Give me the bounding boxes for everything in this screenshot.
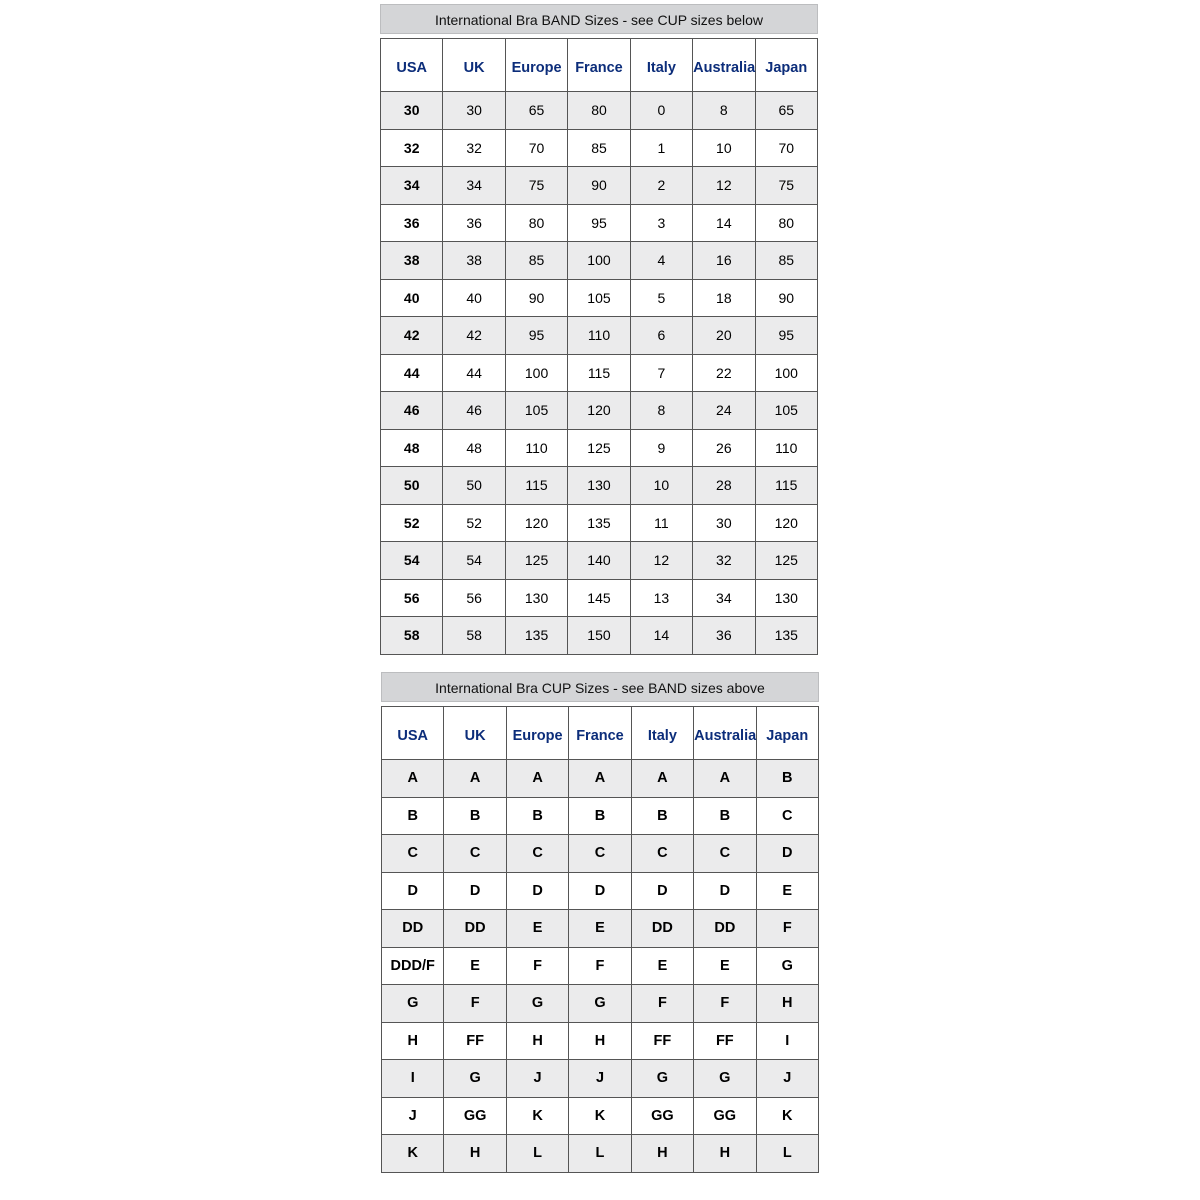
cup-cell-usa: D: [382, 872, 444, 910]
band-cell-uk: 34: [443, 167, 505, 205]
band-cell-japan: 95: [755, 317, 817, 355]
cup-cell-france: E: [569, 910, 631, 948]
band-cell-uk: 38: [443, 242, 505, 280]
band-cell-europe: 70: [505, 129, 567, 167]
band-cell-italy: 2: [630, 167, 692, 205]
band-cell-usa: 44: [381, 354, 443, 392]
cup-cell-japan: L: [756, 1135, 818, 1173]
band-cell-france: 100: [568, 242, 630, 280]
cup-cell-italy: B: [631, 797, 693, 835]
cup-cell-france: A: [569, 760, 631, 798]
cup-cell-uk: H: [444, 1135, 506, 1173]
cup-cell-australia: E: [694, 947, 756, 985]
cup-cell-usa: K: [382, 1135, 444, 1173]
band-cell-usa: 42: [381, 317, 443, 355]
band-cell-italy: 5: [630, 279, 692, 317]
cup-cell-france: B: [569, 797, 631, 835]
band-cell-uk: 48: [443, 429, 505, 467]
band-table-row: [381, 542, 818, 580]
cup-cell-europe: C: [506, 835, 568, 873]
cup-size-table: [381, 706, 819, 1173]
band-cell-europe: 125: [505, 542, 567, 580]
cup-cell-australia: GG: [694, 1097, 756, 1135]
band-header-row: [381, 39, 818, 92]
cup-cell-uk: GG: [444, 1097, 506, 1135]
band-table-row: [381, 167, 818, 205]
band-cell-usa: 46: [381, 392, 443, 430]
band-cell-japan: 120: [755, 504, 817, 542]
cup-cell-usa: B: [382, 797, 444, 835]
band-cell-australia: 18: [693, 279, 755, 317]
cup-cell-france: G: [569, 985, 631, 1023]
band-cell-australia: 32: [693, 542, 755, 580]
cup-cell-japan: D: [756, 835, 818, 873]
cup-cell-australia: D: [694, 872, 756, 910]
band-cell-usa: 56: [381, 579, 443, 617]
cup-table-row: [382, 947, 819, 985]
band-cell-usa: 38: [381, 242, 443, 280]
cup-cell-europe: J: [506, 1060, 568, 1098]
cup-table-row: [382, 1097, 819, 1135]
cup-table-row: [382, 872, 819, 910]
cup-cell-usa: J: [382, 1097, 444, 1135]
cup-table-row: [382, 910, 819, 948]
band-table-row: [381, 242, 818, 280]
band-cell-japan: 110: [755, 429, 817, 467]
cup-cell-europe: A: [506, 760, 568, 798]
cup-cell-australia: B: [694, 797, 756, 835]
band-cell-france: 105: [568, 279, 630, 317]
band-cell-france: 125: [568, 429, 630, 467]
cup-cell-europe: G: [506, 985, 568, 1023]
band-cell-uk: 58: [443, 617, 505, 655]
band-cell-france: 115: [568, 354, 630, 392]
band-table-row: [381, 617, 818, 655]
band-cell-france: 140: [568, 542, 630, 580]
band-cell-italy: 10: [630, 467, 692, 505]
band-cell-australia: 14: [693, 204, 755, 242]
band-table-row: [381, 204, 818, 242]
cup-cell-france: J: [569, 1060, 631, 1098]
cup-cell-japan: J: [756, 1060, 818, 1098]
band-header-usa: USA: [381, 39, 443, 92]
cup-cell-uk: D: [444, 872, 506, 910]
cup-cell-usa: I: [382, 1060, 444, 1098]
band-cell-uk: 42: [443, 317, 505, 355]
cup-table-row: [382, 835, 819, 873]
cup-header-italy: Italy: [631, 707, 693, 760]
cup-cell-usa: C: [382, 835, 444, 873]
cup-header-uk: UK: [444, 707, 506, 760]
band-cell-europe: 105: [505, 392, 567, 430]
band-cell-japan: 100: [755, 354, 817, 392]
cup-header-europe: Europe: [506, 707, 568, 760]
band-cell-japan: 125: [755, 542, 817, 580]
cup-table-row: [382, 985, 819, 1023]
cup-table-row: [382, 1060, 819, 1098]
cup-cell-japan: I: [756, 1022, 818, 1060]
band-cell-italy: 6: [630, 317, 692, 355]
band-cell-australia: 26: [693, 429, 755, 467]
band-table-row: [381, 392, 818, 430]
cup-cell-france: C: [569, 835, 631, 873]
band-cell-france: 150: [568, 617, 630, 655]
band-cell-japan: 85: [755, 242, 817, 280]
cup-cell-usa: DDD/F: [382, 947, 444, 985]
band-cell-italy: 4: [630, 242, 692, 280]
cup-table-row: [382, 760, 819, 798]
band-header-europe: Europe: [505, 39, 567, 92]
band-cell-europe: 110: [505, 429, 567, 467]
cup-cell-uk: A: [444, 760, 506, 798]
band-size-caption: International Bra BAND Sizes - see CUP sizes below: [380, 4, 818, 34]
band-cell-usa: 34: [381, 167, 443, 205]
band-cell-japan: 135: [755, 617, 817, 655]
band-cell-australia: 28: [693, 467, 755, 505]
band-cell-australia: 12: [693, 167, 755, 205]
cup-header-row: [382, 707, 819, 760]
cup-cell-usa: H: [382, 1022, 444, 1060]
band-cell-australia: 8: [693, 92, 755, 130]
band-table-row: [381, 92, 818, 130]
cup-header-usa: USA: [382, 707, 444, 760]
cup-table-row: [382, 1022, 819, 1060]
band-header-italy: Italy: [630, 39, 692, 92]
band-cell-france: 110: [568, 317, 630, 355]
band-table-row: [381, 579, 818, 617]
cup-size-section: [381, 672, 819, 1173]
band-cell-uk: 32: [443, 129, 505, 167]
cup-cell-uk: C: [444, 835, 506, 873]
band-cell-italy: 12: [630, 542, 692, 580]
cup-cell-japan: C: [756, 797, 818, 835]
band-header-japan: Japan: [755, 39, 817, 92]
cup-cell-australia: C: [694, 835, 756, 873]
cup-cell-italy: A: [631, 760, 693, 798]
band-cell-uk: 54: [443, 542, 505, 580]
cup-cell-usa: A: [382, 760, 444, 798]
band-cell-japan: 130: [755, 579, 817, 617]
cup-cell-europe: K: [506, 1097, 568, 1135]
band-cell-france: 135: [568, 504, 630, 542]
band-cell-france: 145: [568, 579, 630, 617]
band-cell-france: 90: [568, 167, 630, 205]
band-cell-france: 85: [568, 129, 630, 167]
cup-cell-japan: E: [756, 872, 818, 910]
band-table-row: [381, 429, 818, 467]
cup-cell-australia: H: [694, 1135, 756, 1173]
cup-cell-japan: B: [756, 760, 818, 798]
band-cell-italy: 1: [630, 129, 692, 167]
cup-cell-italy: DD: [631, 910, 693, 948]
band-cell-france: 130: [568, 467, 630, 505]
band-cell-australia: 22: [693, 354, 755, 392]
cup-cell-uk: E: [444, 947, 506, 985]
band-cell-uk: 40: [443, 279, 505, 317]
cup-table-row: [382, 1135, 819, 1173]
band-cell-usa: 58: [381, 617, 443, 655]
cup-cell-italy: H: [631, 1135, 693, 1173]
band-cell-australia: 30: [693, 504, 755, 542]
band-cell-europe: 90: [505, 279, 567, 317]
cup-cell-europe: L: [506, 1135, 568, 1173]
band-cell-uk: 52: [443, 504, 505, 542]
band-cell-france: 95: [568, 204, 630, 242]
cup-cell-europe: F: [506, 947, 568, 985]
band-cell-usa: 40: [381, 279, 443, 317]
cup-cell-uk: G: [444, 1060, 506, 1098]
band-cell-europe: 80: [505, 204, 567, 242]
band-cell-usa: 32: [381, 129, 443, 167]
cup-cell-australia: FF: [694, 1022, 756, 1060]
band-cell-australia: 36: [693, 617, 755, 655]
band-cell-italy: 8: [630, 392, 692, 430]
cup-cell-europe: E: [506, 910, 568, 948]
band-table-row: [381, 317, 818, 355]
cup-cell-italy: F: [631, 985, 693, 1023]
cup-cell-europe: D: [506, 872, 568, 910]
cup-cell-usa: DD: [382, 910, 444, 948]
band-cell-japan: 80: [755, 204, 817, 242]
band-cell-uk: 44: [443, 354, 505, 392]
cup-cell-europe: B: [506, 797, 568, 835]
band-cell-france: 120: [568, 392, 630, 430]
band-cell-italy: 14: [630, 617, 692, 655]
band-cell-australia: 34: [693, 579, 755, 617]
cup-cell-japan: G: [756, 947, 818, 985]
band-cell-italy: 11: [630, 504, 692, 542]
band-cell-japan: 90: [755, 279, 817, 317]
band-table-row: [381, 279, 818, 317]
band-cell-uk: 46: [443, 392, 505, 430]
cup-cell-usa: G: [382, 985, 444, 1023]
band-cell-australia: 16: [693, 242, 755, 280]
band-cell-australia: 24: [693, 392, 755, 430]
band-cell-uk: 56: [443, 579, 505, 617]
band-cell-japan: 115: [755, 467, 817, 505]
cup-cell-italy: G: [631, 1060, 693, 1098]
cup-cell-uk: B: [444, 797, 506, 835]
band-cell-japan: 105: [755, 392, 817, 430]
cup-cell-france: H: [569, 1022, 631, 1060]
band-cell-europe: 120: [505, 504, 567, 542]
cup-cell-australia: G: [694, 1060, 756, 1098]
band-cell-italy: 7: [630, 354, 692, 392]
band-cell-europe: 65: [505, 92, 567, 130]
band-cell-italy: 3: [630, 204, 692, 242]
band-table-row: [381, 504, 818, 542]
band-cell-europe: 100: [505, 354, 567, 392]
band-cell-uk: 30: [443, 92, 505, 130]
cup-cell-uk: DD: [444, 910, 506, 948]
band-cell-australia: 10: [693, 129, 755, 167]
band-cell-france: 80: [568, 92, 630, 130]
band-header-uk: UK: [443, 39, 505, 92]
band-cell-uk: 50: [443, 467, 505, 505]
band-cell-usa: 30: [381, 92, 443, 130]
cup-cell-uk: F: [444, 985, 506, 1023]
cup-cell-europe: H: [506, 1022, 568, 1060]
cup-cell-japan: K: [756, 1097, 818, 1135]
band-table-row: [381, 354, 818, 392]
band-cell-italy: 9: [630, 429, 692, 467]
band-size-section: [380, 4, 818, 655]
band-table-row: [381, 467, 818, 505]
band-cell-japan: 70: [755, 129, 817, 167]
band-cell-europe: 115: [505, 467, 567, 505]
cup-cell-italy: FF: [631, 1022, 693, 1060]
band-cell-italy: 13: [630, 579, 692, 617]
cup-cell-france: L: [569, 1135, 631, 1173]
cup-header-japan: Japan: [756, 707, 818, 760]
band-cell-australia: 20: [693, 317, 755, 355]
cup-cell-australia: A: [694, 760, 756, 798]
band-cell-europe: 95: [505, 317, 567, 355]
cup-cell-japan: F: [756, 910, 818, 948]
band-header-australia: Australia: [693, 39, 755, 92]
cup-cell-italy: C: [631, 835, 693, 873]
cup-size-caption: International Bra CUP Sizes - see BAND sizes above: [381, 672, 819, 702]
cup-cell-italy: E: [631, 947, 693, 985]
band-cell-usa: 52: [381, 504, 443, 542]
band-cell-usa: 54: [381, 542, 443, 580]
cup-cell-italy: D: [631, 872, 693, 910]
band-cell-europe: 85: [505, 242, 567, 280]
cup-cell-italy: GG: [631, 1097, 693, 1135]
band-cell-italy: 0: [630, 92, 692, 130]
band-header-france: France: [568, 39, 630, 92]
cup-header-france: France: [569, 707, 631, 760]
band-cell-uk: 36: [443, 204, 505, 242]
cup-cell-uk: FF: [444, 1022, 506, 1060]
band-cell-japan: 75: [755, 167, 817, 205]
cup-table-row: [382, 797, 819, 835]
band-size-table: [380, 38, 818, 655]
cup-cell-australia: DD: [694, 910, 756, 948]
cup-cell-france: D: [569, 872, 631, 910]
band-cell-europe: 135: [505, 617, 567, 655]
band-cell-usa: 36: [381, 204, 443, 242]
cup-cell-japan: H: [756, 985, 818, 1023]
cup-cell-france: F: [569, 947, 631, 985]
cup-cell-australia: F: [694, 985, 756, 1023]
cup-cell-france: K: [569, 1097, 631, 1135]
band-cell-europe: 130: [505, 579, 567, 617]
band-table-row: [381, 129, 818, 167]
band-cell-europe: 75: [505, 167, 567, 205]
band-cell-usa: 48: [381, 429, 443, 467]
cup-header-australia: Australia: [694, 707, 756, 760]
band-cell-japan: 65: [755, 92, 817, 130]
band-cell-usa: 50: [381, 467, 443, 505]
